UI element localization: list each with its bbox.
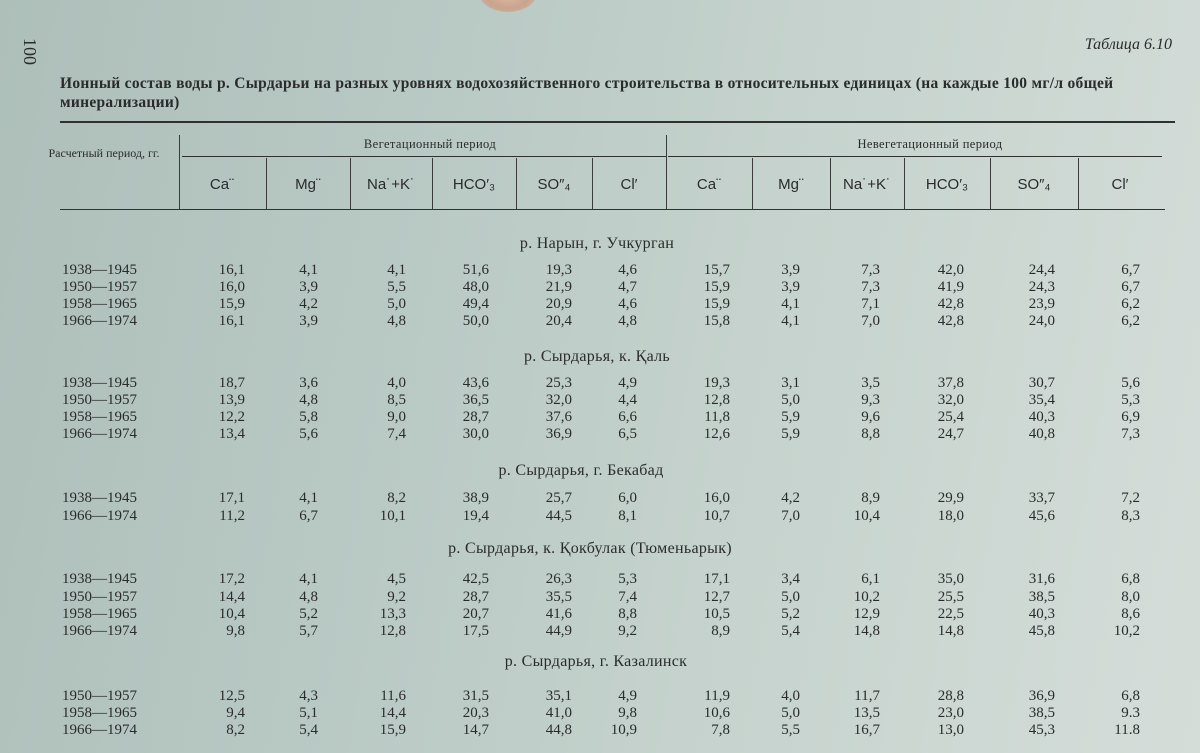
table-row <box>0 296 1200 313</box>
table-cell: 7,4 <box>387 426 406 442</box>
table-cell: 26,3 <box>545 571 572 587</box>
col-divider <box>1078 158 1079 209</box>
table-cell: 8,1 <box>618 508 637 524</box>
table-cell: 5,0 <box>781 705 800 721</box>
table-cell: 19,3 <box>545 262 572 278</box>
header-bottom-rule <box>60 209 1165 210</box>
table-cell: 5,4 <box>299 722 318 738</box>
table-cell: 12,6 <box>703 426 730 442</box>
table-cell: 3,9 <box>781 279 800 295</box>
table-cell: 44,9 <box>545 623 572 639</box>
table-cell: 9,4 <box>226 705 245 721</box>
table-cell: 10,6 <box>703 705 730 721</box>
row-period: 1966—1974 <box>62 623 137 639</box>
table-cell: 35,1 <box>545 688 572 704</box>
table-cell: 4,6 <box>618 262 637 278</box>
table-cell: 4,1 <box>299 490 318 506</box>
table-cell: 4,0 <box>387 375 406 391</box>
table-cell: 45,6 <box>1028 508 1055 524</box>
table-cell: 10,1 <box>379 508 406 524</box>
table-cell: 4,2 <box>299 296 318 312</box>
table-row <box>0 589 1200 606</box>
section-title: р. Сырдарья, к. Қокбулак (Тюменьарык) <box>448 540 732 557</box>
table-cell: 11,6 <box>380 688 406 704</box>
table-cell: 4,2 <box>781 490 800 506</box>
table-row <box>0 279 1200 296</box>
period-divider <box>179 135 180 209</box>
table-cell: 41,0 <box>545 705 572 721</box>
table-cell: 9,8 <box>226 623 245 639</box>
table-cell: 28,7 <box>462 589 489 605</box>
table-cell: 6,2 <box>1121 313 1140 329</box>
table-cell: 25,3 <box>545 375 572 391</box>
table-cell: 30,0 <box>462 426 489 442</box>
ion-header: Na˙+K˙ <box>843 176 891 193</box>
table-cell: 9,3 <box>861 392 880 408</box>
vegetation-header: Вегетационный период <box>363 137 497 151</box>
table-cell: 28,8 <box>937 688 964 704</box>
table-cell: 8,8 <box>618 606 637 622</box>
table-cell: 9.3 <box>1121 705 1140 721</box>
table-cell: 29,9 <box>937 490 964 506</box>
table-cell: 5,8 <box>299 409 318 425</box>
table-cell: 3,9 <box>299 279 318 295</box>
page-number: 100 <box>20 38 40 65</box>
table-cell: 8,6 <box>1121 606 1140 622</box>
table-row <box>0 722 1200 739</box>
table-cell: 4,6 <box>618 296 637 312</box>
table-cell: 4,3 <box>299 688 318 704</box>
table-cell: 5,6 <box>1121 375 1140 391</box>
table-cell: 5,9 <box>781 409 800 425</box>
table-cell: 24,7 <box>937 426 964 442</box>
nonvegetation-underline <box>668 156 1162 157</box>
table-cell: 8,2 <box>226 722 245 738</box>
table-cell: 4,8 <box>299 589 318 605</box>
row-period: 1958—1965 <box>62 705 137 721</box>
table-cell: 11,7 <box>854 688 880 704</box>
row-period: 1966—1974 <box>62 426 137 442</box>
group-divider <box>666 135 667 209</box>
table-cell: 10,2 <box>853 589 880 605</box>
table-cell: 5,5 <box>387 279 406 295</box>
table-cell: 3,5 <box>861 375 880 391</box>
table-cell: 19,4 <box>462 508 489 524</box>
table-cell: 32,0 <box>545 392 572 408</box>
table-cell: 42,8 <box>937 313 964 329</box>
table-cell: 38,5 <box>1028 705 1055 721</box>
nonvegetation-header: Невегетационный период <box>857 137 1003 151</box>
table-cell: 15,9 <box>703 279 730 295</box>
table-cell: 37,8 <box>937 375 964 391</box>
table-cell: 37,6 <box>545 409 572 425</box>
table-cell: 4,1 <box>781 313 800 329</box>
table-row <box>0 426 1200 443</box>
table-cell: 8,2 <box>387 490 406 506</box>
table-cell: 5,1 <box>299 705 318 721</box>
table-cell: 7,2 <box>1121 490 1140 506</box>
table-cell: 4,9 <box>618 375 637 391</box>
table-cell: 4,1 <box>299 571 318 587</box>
row-period: 1966—1974 <box>62 722 137 738</box>
table-cell: 5,9 <box>781 426 800 442</box>
table-cell: 4,4 <box>618 392 637 408</box>
table-cell: 6,7 <box>1121 279 1140 295</box>
table-cell: 40,3 <box>1028 606 1055 622</box>
table-cell: 20,3 <box>462 705 489 721</box>
table-cell: 20,4 <box>545 313 572 329</box>
table-cell: 13,4 <box>218 426 245 442</box>
table-cell: 12,7 <box>703 589 730 605</box>
table-cell: 14,8 <box>853 623 880 639</box>
table-row <box>0 392 1200 409</box>
row-period: 1966—1974 <box>62 508 137 524</box>
table-cell: 12,8 <box>703 392 730 408</box>
table-cell: 5,2 <box>781 606 800 622</box>
table-cell: 14,4 <box>379 705 406 721</box>
table-cell: 9,0 <box>387 409 406 425</box>
table-cell: 36,9 <box>1028 688 1055 704</box>
table-cell: 11.8 <box>1114 722 1140 738</box>
period-header: Расчетный период, гг. <box>48 146 160 160</box>
table-cell: 6,7 <box>1121 262 1140 278</box>
table-cell: 19,3 <box>703 375 730 391</box>
table-cell: 30,7 <box>1028 375 1055 391</box>
table-cell: 24,4 <box>1028 262 1055 278</box>
table-cell: 38,9 <box>462 490 489 506</box>
table-cell: 9,6 <box>861 409 880 425</box>
table-cell: 42,0 <box>937 262 964 278</box>
table-cell: 15,7 <box>703 262 730 278</box>
table-cell: 17,2 <box>218 571 245 587</box>
table-cell: 15,9 <box>379 722 406 738</box>
table-cell: 44,5 <box>545 508 572 524</box>
table-cell: 8,3 <box>1121 508 1140 524</box>
table-cell: 6,6 <box>618 409 637 425</box>
table-cell: 10,9 <box>610 722 637 738</box>
table-cell: 5,5 <box>781 722 800 738</box>
table-cell: 5,0 <box>781 589 800 605</box>
row-period: 1950—1957 <box>62 392 137 408</box>
table-cell: 13,9 <box>218 392 245 408</box>
table-cell: 44,8 <box>545 722 572 738</box>
table-label: Таблица 6.10 <box>1084 36 1172 53</box>
row-period: 1938—1945 <box>62 262 137 278</box>
table-cell: 23,0 <box>937 705 964 721</box>
table-cell: 35,0 <box>937 571 964 587</box>
table-cell: 14,7 <box>462 722 489 738</box>
table-cell: 25,5 <box>937 589 964 605</box>
table-cell: 5,3 <box>618 571 637 587</box>
table-cell: 18,7 <box>218 375 245 391</box>
table-cell: 12,8 <box>379 623 406 639</box>
table-cell: 3,6 <box>299 375 318 391</box>
table-cell: 4,1 <box>387 262 406 278</box>
table-cell: 9,8 <box>618 705 637 721</box>
table-cell: 8,9 <box>861 490 880 506</box>
table-cell: 16,1 <box>218 262 245 278</box>
table-cell: 36,9 <box>545 426 572 442</box>
row-period: 1958—1965 <box>62 296 137 312</box>
table-cell: 17,1 <box>703 571 730 587</box>
row-period: 1966—1974 <box>62 313 137 329</box>
ion-header: Ca¨ <box>696 176 722 193</box>
table-cell: 22,5 <box>937 606 964 622</box>
table-cell: 24,3 <box>1028 279 1055 295</box>
table-cell: 12,5 <box>218 688 245 704</box>
section-title: р. Нарын, г. Учкурган <box>519 235 675 252</box>
table-cell: 10,2 <box>1113 623 1140 639</box>
table-cell: 31,6 <box>1028 571 1055 587</box>
table-cell: 48,0 <box>462 279 489 295</box>
table-cell: 36,5 <box>462 392 489 408</box>
table-cell: 28,7 <box>462 409 489 425</box>
table-cell: 15,9 <box>703 296 730 312</box>
row-period: 1938—1945 <box>62 571 137 587</box>
table-cell: 42,5 <box>462 571 489 587</box>
table-cell: 5,0 <box>387 296 406 312</box>
table-cell: 51,6 <box>462 262 489 278</box>
section-title: р. Сырдарья, г. Казалинск <box>504 653 688 670</box>
table-cell: 10,7 <box>703 508 730 524</box>
row-period: 1958—1965 <box>62 606 137 622</box>
table-title: Ионный состав воды р. Сырдарьи на разных уровнях водохозяйственного строительства в относительных единицах (на каждые 100 мг/л общей минерализации) <box>60 75 1114 111</box>
table-cell: 4,7 <box>618 279 637 295</box>
row-period: 1950—1957 <box>62 589 137 605</box>
table-cell: 42,8 <box>937 296 964 312</box>
table-cell: 8,0 <box>1121 589 1140 605</box>
table-cell: 45,3 <box>1028 722 1055 738</box>
table-cell: 43,6 <box>462 375 489 391</box>
table-cell: 12,2 <box>218 409 245 425</box>
table-cell: 6,0 <box>618 490 637 506</box>
table-row <box>0 262 1200 279</box>
table-cell: 15,8 <box>703 313 730 329</box>
table-cell: 50,0 <box>462 313 489 329</box>
table-cell: 8,9 <box>711 623 730 639</box>
ion-header: Cl′ <box>620 176 638 193</box>
table-cell: 49,4 <box>462 296 489 312</box>
table-cell: 5,3 <box>1121 392 1140 408</box>
table-row <box>0 705 1200 722</box>
table-cell: 13,0 <box>937 722 964 738</box>
row-period: 1958—1965 <box>62 409 137 425</box>
table-cell: 41,6 <box>545 606 572 622</box>
table-cell: 9,2 <box>387 589 406 605</box>
row-period: 1950—1957 <box>62 688 137 704</box>
table-cell: 35,4 <box>1028 392 1055 408</box>
table-cell: 11,8 <box>704 409 730 425</box>
table-cell: 35,5 <box>545 589 572 605</box>
ion-header: Mg¨ <box>295 176 321 193</box>
table-cell: 33,7 <box>1028 490 1055 506</box>
table-cell: 4,8 <box>618 313 637 329</box>
table-cell: 5,0 <box>781 392 800 408</box>
table-cell: 24,0 <box>1028 313 1055 329</box>
table-cell: 5,4 <box>781 623 800 639</box>
table-cell: 7,3 <box>1121 426 1140 442</box>
table-cell: 21,9 <box>545 279 572 295</box>
table-cell: 6,9 <box>1121 409 1140 425</box>
ion-header: Cl′ <box>1111 176 1129 193</box>
header-top-rule <box>60 121 1175 123</box>
table-cell: 4,1 <box>781 296 800 312</box>
table-cell: 14,4 <box>218 589 245 605</box>
section-title: р. Сырдарья, г. Бекабад <box>498 462 664 479</box>
table-cell: 4,1 <box>299 262 318 278</box>
table-cell: 3,1 <box>781 375 800 391</box>
ion-header: Mg¨ <box>778 176 804 193</box>
table-cell: 41,9 <box>937 279 964 295</box>
table-cell: 7,1 <box>861 296 880 312</box>
table-cell: 7,4 <box>618 589 637 605</box>
ion-header: HCO′₃ <box>452 176 496 193</box>
table-cell: 25,4 <box>937 409 964 425</box>
table-row <box>0 490 1200 507</box>
table-cell: 7,8 <box>711 722 730 738</box>
table-row <box>0 571 1200 588</box>
table-cell: 20,9 <box>545 296 572 312</box>
table-row <box>0 313 1200 330</box>
table-cell: 3,9 <box>299 313 318 329</box>
ion-header: Ca¨ <box>209 176 235 193</box>
table-cell: 17,5 <box>462 623 489 639</box>
table-cell: 6,8 <box>1121 688 1140 704</box>
ion-header: SO″₄ <box>1017 176 1051 193</box>
finger-shadow <box>478 0 538 12</box>
table-cell: 10,5 <box>703 606 730 622</box>
table-cell: 9,2 <box>618 623 637 639</box>
table-row <box>0 409 1200 426</box>
table-cell: 5,6 <box>299 426 318 442</box>
table-cell: 13,3 <box>379 606 406 622</box>
table-row <box>0 606 1200 623</box>
table-cell: 14,8 <box>937 623 964 639</box>
table-cell: 18,0 <box>937 508 964 524</box>
col-divider <box>432 158 433 209</box>
ion-header: SO″₄ <box>537 176 571 193</box>
table-cell: 8,5 <box>387 392 406 408</box>
section-title: р. Сырдарья, к. Қаль <box>523 348 671 365</box>
table-cell: 23,9 <box>1028 296 1055 312</box>
table-cell: 15,9 <box>218 296 245 312</box>
table-cell: 38,5 <box>1028 589 1055 605</box>
table-cell: 5,2 <box>299 606 318 622</box>
table-cell: 11,2 <box>219 508 245 524</box>
table-cell: 45,8 <box>1028 623 1055 639</box>
ion-header: Na˙+K˙ <box>367 176 415 193</box>
table-cell: 10,4 <box>218 606 245 622</box>
table-cell: 6,5 <box>618 426 637 442</box>
ion-header: HCO′₃ <box>925 176 969 193</box>
table-cell: 40,3 <box>1028 409 1055 425</box>
table-cell: 25,7 <box>545 490 572 506</box>
table-row <box>0 623 1200 640</box>
table-row <box>0 508 1200 525</box>
table-cell: 4,8 <box>299 392 318 408</box>
col-divider <box>266 158 267 209</box>
table-cell: 4,9 <box>618 688 637 704</box>
row-period: 1938—1945 <box>62 375 137 391</box>
table-cell: 32,0 <box>937 392 964 408</box>
table-cell: 16,1 <box>218 313 245 329</box>
vegetation-underline <box>182 156 666 157</box>
table-cell: 20,7 <box>462 606 489 622</box>
table-cell: 3,4 <box>781 571 800 587</box>
table-cell: 7,3 <box>861 279 880 295</box>
table-cell: 4,5 <box>387 571 406 587</box>
table-cell: 31,5 <box>462 688 489 704</box>
table-cell: 16,7 <box>853 722 880 738</box>
table-cell: 6,7 <box>299 508 318 524</box>
table-cell: 13,5 <box>853 705 880 721</box>
table-cell: 4,8 <box>387 313 406 329</box>
table-cell: 12,9 <box>853 606 880 622</box>
table-row <box>0 688 1200 705</box>
table-cell: 7,3 <box>861 262 880 278</box>
table-cell: 5,7 <box>299 623 318 639</box>
table-cell: 4,0 <box>781 688 800 704</box>
row-period: 1938—1945 <box>62 490 137 506</box>
table-row <box>0 375 1200 392</box>
table-cell: 10,4 <box>853 508 880 524</box>
table-cell: 17,1 <box>218 490 245 506</box>
table-cell: 8,8 <box>861 426 880 442</box>
table-cell: 7,0 <box>781 508 800 524</box>
table-cell: 7,0 <box>861 313 880 329</box>
table-cell: 6,8 <box>1121 571 1140 587</box>
table-cell: 3,9 <box>781 262 800 278</box>
col-divider <box>990 158 991 209</box>
table-cell: 16,0 <box>218 279 245 295</box>
table-cell: 6,1 <box>861 571 880 587</box>
row-period: 1950—1957 <box>62 279 137 295</box>
table-cell: 16,0 <box>703 490 730 506</box>
table-cell: 40,8 <box>1028 426 1055 442</box>
table-cell: 11,9 <box>704 688 730 704</box>
table-cell: 6,2 <box>1121 296 1140 312</box>
